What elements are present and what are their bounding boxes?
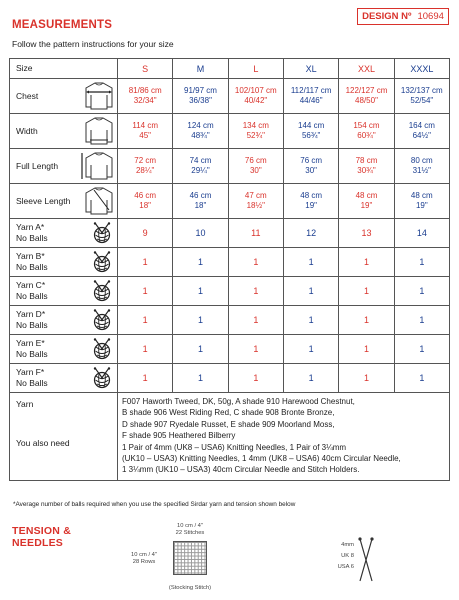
- design-number-box: [357, 8, 449, 25]
- gauge-stitches: 22 Stitches: [175, 530, 205, 536]
- value-inches: 45": [139, 131, 152, 140]
- yarn-ball-icon: [91, 367, 113, 389]
- yarn-count-cell: 12: [283, 219, 338, 248]
- measurement-cell: [228, 184, 283, 219]
- measurement-cell: [283, 79, 338, 114]
- yarn-count-cell: 1: [118, 306, 173, 335]
- value-cm: 78 cm: [355, 156, 378, 165]
- value-inches: 48¾": [191, 131, 210, 140]
- sweater-icon: [79, 116, 113, 146]
- value-cm: 81/86 cm: [128, 86, 162, 95]
- row-label: Sleeve Length: [16, 195, 71, 206]
- value-cm: 91/97 cm: [184, 86, 217, 95]
- measurement-cell: [283, 184, 338, 219]
- value-inches: 60¾": [357, 131, 376, 140]
- yarn-name: Yarn B*: [16, 251, 45, 261]
- tension-heading: [12, 525, 71, 549]
- yarn-count-cell: 1: [394, 364, 449, 393]
- yarn-balls-label: No Balls: [16, 320, 48, 330]
- value-inches: 52/54": [410, 96, 434, 105]
- yarn-count-cell: 9: [118, 219, 173, 248]
- materials-line: 1 Pair of 4mm (UK8 – USA6) Knitting Needles, 1 Pair of 3¼mm: [122, 442, 347, 452]
- value-cm: 76 cm: [300, 156, 323, 165]
- design-label: DESIGN Nº: [362, 11, 412, 22]
- yarn-count-cell: 1: [339, 248, 394, 277]
- yarn-count-cell: 1: [283, 335, 338, 364]
- value-cm: 48 cm: [355, 191, 378, 200]
- yarn-balls-label: No Balls: [16, 378, 48, 388]
- value-cm: 124 cm: [187, 121, 214, 130]
- row-label-cell: [10, 184, 118, 219]
- row-label-cell: [10, 114, 118, 149]
- value-inches: 30¾": [357, 166, 376, 175]
- value-cm: 134 cm: [242, 121, 269, 130]
- value-cm: 47 cm: [244, 191, 267, 200]
- yarn-count-cell: 1: [283, 277, 338, 306]
- stocking-stitch-caption: (Stocking Stitch): [168, 585, 212, 591]
- yarn-label-cell: [10, 306, 118, 335]
- yarn-name: Yarn A*: [16, 222, 45, 232]
- sweater-icon: [79, 151, 113, 181]
- value-inches: 18": [139, 201, 152, 210]
- size-label: Size: [10, 59, 118, 79]
- yarn-count-cell: 1: [283, 248, 338, 277]
- also-need-label: You also need: [16, 438, 70, 448]
- yarn-count-cell: 1: [173, 248, 228, 277]
- measurement-cell: [394, 79, 449, 114]
- value-cm: 154 cm: [353, 121, 380, 130]
- size-xl: XL: [283, 59, 338, 79]
- size-xxxl: XXXL: [394, 59, 449, 79]
- value-inches: 52¾": [246, 131, 266, 140]
- yarn-count-cell: 1: [173, 306, 228, 335]
- yarn-count-cell: 1: [173, 277, 228, 306]
- needle-size-us: USA 6: [337, 564, 354, 570]
- yarn-count-cell: 1: [228, 364, 283, 393]
- page-title: MEASUREMENTS: [12, 19, 113, 31]
- value-cm: 164 cm: [408, 121, 435, 130]
- value-inches: 29¼": [191, 166, 210, 175]
- measurement-cell: [394, 149, 449, 184]
- yarn-count-cell: 1: [118, 277, 173, 306]
- needle-size-uk: UK 8: [341, 553, 354, 559]
- measurement-cell: [173, 149, 228, 184]
- measurement-cell: [228, 79, 283, 114]
- needles-icon: [358, 537, 374, 583]
- yarn-count-cell: 1: [118, 248, 173, 277]
- value-inches: 44/46": [299, 96, 323, 105]
- yarn-count-cell: 1: [283, 306, 338, 335]
- yarn-label-cell: [10, 364, 118, 393]
- materials-text: [118, 393, 450, 481]
- measurement-cell: [173, 184, 228, 219]
- materials-line: F007 Haworth Tweed, DK, 50g, A shade 910 Harewood Chestnut,: [122, 397, 355, 406]
- yarn-count-cell: 1: [283, 364, 338, 393]
- yarn-ball-icon: [91, 222, 113, 244]
- footnote: *Average number of balls required when you use the specified Sirdar yarn and tension shown below: [13, 501, 296, 508]
- value-inches: 19": [415, 201, 428, 210]
- subtitle: Follow the pattern instructions for your size: [12, 39, 174, 49]
- measurement-cell: [118, 79, 173, 114]
- yarn-balls-label: No Balls: [16, 233, 48, 243]
- yarn-ball-icon: [91, 338, 113, 360]
- tension-heading-line2: NEEDLES: [12, 537, 63, 549]
- row-label-cell: [10, 149, 118, 184]
- materials-line: B shade 906 West Riding Red, C shade 908 Bronte Bronze,: [122, 408, 335, 418]
- value-cm: 112/117 cm: [290, 86, 332, 95]
- measurement-cell: [118, 149, 173, 184]
- row-label-cell: [10, 79, 118, 114]
- value-inches: 18": [194, 201, 207, 210]
- value-cm: 46 cm: [134, 191, 157, 200]
- size-header-row: [10, 59, 450, 79]
- size-l: L: [228, 59, 283, 79]
- materials-line: D shade 907 Ryedale Russet, E shade 909 Moorland Moss,: [122, 419, 335, 429]
- row-yarn: [10, 335, 450, 364]
- measurement-cell: [283, 114, 338, 149]
- yarn-count-cell: 1: [228, 248, 283, 277]
- yarn-label-cell: [10, 277, 118, 306]
- measurement-cell: [228, 114, 283, 149]
- sweater-icon: [79, 186, 113, 216]
- row-sleeve: [10, 184, 450, 219]
- value-cm: 144 cm: [298, 121, 325, 130]
- value-inches: 18½": [246, 201, 266, 210]
- yarn-count-cell: 1: [394, 306, 449, 335]
- yarn-count-cell: 1: [394, 277, 449, 306]
- measurement-cell: [173, 79, 228, 114]
- value-inches: 30": [249, 166, 262, 175]
- yarn-name: Yarn E*: [16, 338, 45, 348]
- value-inches: 48/50": [355, 96, 378, 105]
- measurements-table: [9, 58, 450, 481]
- row-yarn: [10, 277, 450, 306]
- gauge-height-measure: 10 cm / 4": [131, 552, 157, 558]
- materials-line: 1 3¼mm (UK10 – USA3) 40cm Circular Needle and Stitch Holders.: [122, 465, 360, 475]
- value-inches: 19": [360, 201, 373, 210]
- value-inches: 56¾": [301, 131, 321, 140]
- design-number: 10694: [417, 11, 444, 22]
- row-yarn: [10, 306, 450, 335]
- value-cm: 46 cm: [189, 191, 212, 200]
- gauge-rows: 28 Rows: [132, 559, 156, 565]
- yarn-count-cell: 14: [394, 219, 449, 248]
- yarn-count-cell: 1: [173, 335, 228, 364]
- value-inches: 31½": [412, 166, 432, 175]
- yarn-ball-icon: [91, 280, 113, 302]
- size-s: S: [118, 59, 173, 79]
- value-cm: 114 cm: [132, 121, 158, 130]
- measurement-cell: [339, 149, 394, 184]
- value-cm: 80 cm: [410, 156, 433, 165]
- gauge-width-measure: 10 cm / 4": [177, 523, 203, 529]
- value-cm: 76 cm: [244, 156, 267, 165]
- measurement-cell: [339, 79, 394, 114]
- measurement-cell: [283, 149, 338, 184]
- yarn-count-cell: 11: [228, 219, 283, 248]
- row-label: Chest: [16, 90, 39, 101]
- yarn-count-cell: 13: [339, 219, 394, 248]
- value-inches: 32/34": [133, 96, 157, 105]
- yarn-count-cell: 1: [339, 277, 394, 306]
- value-inches: 30": [305, 166, 318, 175]
- yarn-count-cell: 1: [228, 277, 283, 306]
- yarn-ball-icon: [91, 251, 113, 273]
- yarn-label-cell: [10, 219, 118, 248]
- value-cm: 48 cm: [300, 191, 323, 200]
- gauge-height-label: [118, 552, 170, 566]
- measurement-cell: [339, 184, 394, 219]
- materials-label-cell: [10, 393, 118, 481]
- yarn-count-cell: 1: [118, 335, 173, 364]
- size-xxl: XXL: [339, 59, 394, 79]
- yarn-balls-label: No Balls: [16, 262, 48, 272]
- sweater-icon: [79, 81, 113, 111]
- measurement-cell: [339, 114, 394, 149]
- value-cm: 132/137 cm: [400, 86, 443, 95]
- measurement-cell: [394, 114, 449, 149]
- yarn-ball-icon: [91, 309, 113, 331]
- value-inches: 64½": [412, 131, 432, 140]
- measurement-cell: [118, 114, 173, 149]
- materials-line: F shade 905 Heathered Bilberry: [122, 431, 236, 441]
- yarn-balls-label: No Balls: [16, 291, 48, 301]
- yarn-name: Yarn C*: [16, 280, 46, 290]
- gauge-width-label: [165, 523, 215, 537]
- value-cm: 48 cm: [410, 191, 433, 200]
- yarn-count-cell: 1: [394, 248, 449, 277]
- row-yarn: [10, 219, 450, 248]
- needle-size-mm: 4mm: [341, 542, 354, 548]
- yarn-label-cell: [10, 335, 118, 364]
- yarn-count-cell: 1: [339, 364, 394, 393]
- measurement-cell: [228, 149, 283, 184]
- row-label: Full Length: [16, 160, 59, 171]
- row-yarn: [10, 364, 450, 393]
- value-inches: 19": [305, 201, 318, 210]
- measurement-cell: [173, 114, 228, 149]
- yarn-count-cell: 1: [228, 306, 283, 335]
- yarn-balls-label: No Balls: [16, 349, 48, 359]
- measurement-cell: [118, 184, 173, 219]
- row-length: [10, 149, 450, 184]
- yarn-count-cell: 1: [228, 335, 283, 364]
- value-cm: 72 cm: [134, 156, 157, 165]
- yarn-name: Yarn F*: [16, 367, 45, 377]
- value-inches: 28¼": [135, 166, 155, 175]
- row-label: Width: [16, 125, 38, 136]
- row-chest: [10, 79, 450, 114]
- yarn-name: Yarn D*: [16, 309, 46, 319]
- yarn-count-cell: 1: [339, 335, 394, 364]
- tension-swatch-grid: [173, 541, 207, 575]
- materials-line: (UK10 – USA3) Knitting Needles, 1 4mm (UK8 – USA6) 40cm Circular Needle,: [122, 454, 401, 464]
- yarn-count-cell: 1: [118, 364, 173, 393]
- yarn-count-cell: 10: [173, 219, 228, 248]
- value-inches: 36/38": [189, 96, 212, 105]
- value-cm: 102/107 cm: [234, 86, 277, 95]
- yarn-count-cell: 1: [339, 306, 394, 335]
- value-inches: 40/42": [244, 96, 268, 105]
- value-cm: 74 cm: [189, 156, 212, 165]
- measurement-cell: [394, 184, 449, 219]
- yarn-label-cell: [10, 248, 118, 277]
- value-cm: 122/127 cm: [345, 86, 388, 95]
- row-width: [10, 114, 450, 149]
- row-materials: [10, 393, 450, 481]
- yarn-label: Yarn: [16, 399, 34, 409]
- yarn-count-cell: 1: [394, 335, 449, 364]
- yarn-count-cell: 1: [173, 364, 228, 393]
- tension-heading-line1: TENSION &: [12, 525, 71, 537]
- size-m: M: [173, 59, 228, 79]
- row-yarn: [10, 248, 450, 277]
